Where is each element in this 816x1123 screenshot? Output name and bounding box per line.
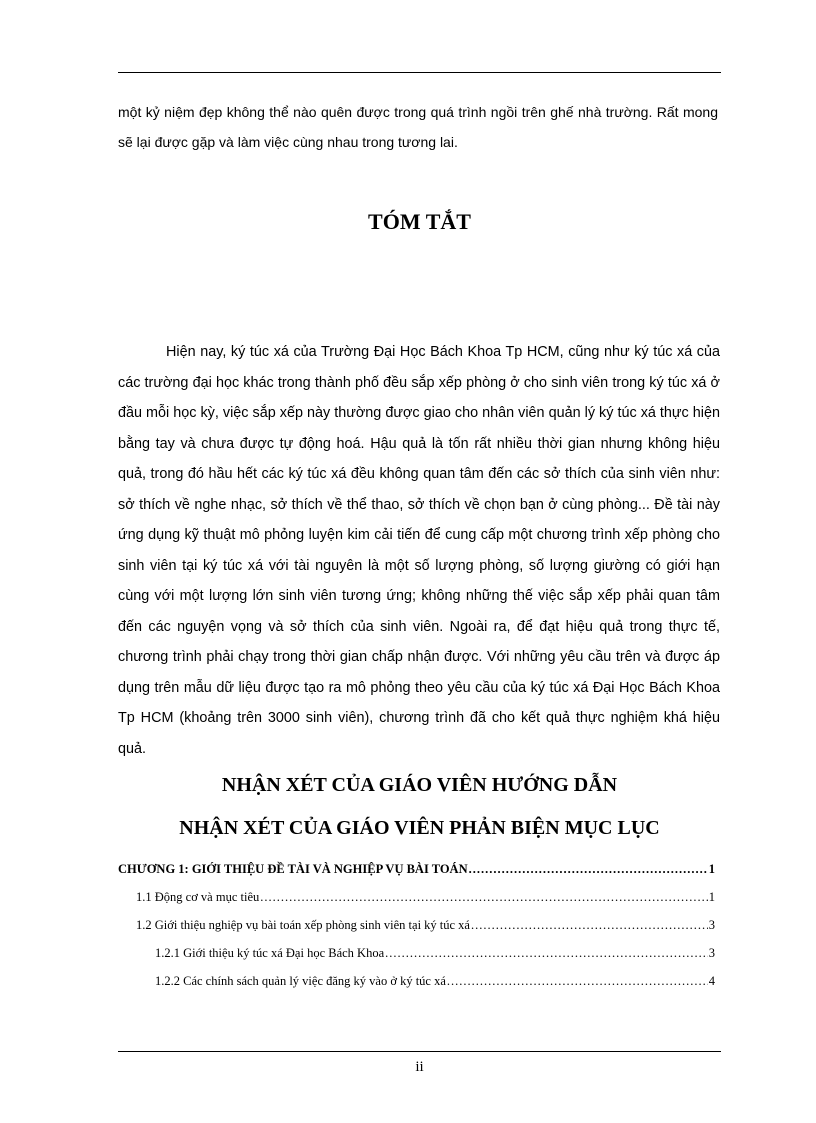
summary-paragraph: Hiện nay, ký túc xá của Trường Đại Học Bách Khoa Tp HCM, cũng như ký túc xá của các trường đại học khác trong thành phố đều sắp xếp phòng ở cho sinh viên trong ký túc xá ở đầu mỗi học kỳ, việc sắp xếp này thường được giao cho nhân viên quản lý ký túc xá thực hiện bằng tay và chưa được tự động hoá. Hậu quả là tốn rất nhiều thời gian nhưng không hiệu quả, trong đó hầu hết các ký túc xá đều không quan tâm đến các sở thích của sinh viên như: sở thích về nghe nhạc, sở thích về thể thao, sở thích về chọn bạn ở cùng phòng... Đề tài này ứng dụng kỹ thuật mô phỏng luyện kim cải tiến để cung cấp một chương trình xếp phòng cho sinh viên tại ký túc xá với tài nguyên là một số lượng phòng, số lượng giường có giới hạn cùng với một lượng lớn sinh viên tương ứng; không những thế việc sắp xếp phải quan tâm đến các nguyện vọng và sở thích của sinh viên. Ngoài ra, để đạt hiệu quả trong thực tế, chương trình phải chạy trong thời gian chấp nhận được. Với những yêu cầu trên và được áp dụng trên mẫu dữ liệu được tạo ra mô phỏng theo yêu cầu của ký túc xá Đại Học Bách Khoa Tp HCM (khoảng trên 3000 sinh viên), chương trình đã cho kết quả thực nghiệm khá hiệu quả. (118, 344, 720, 757)
footer-rule (118, 1051, 721, 1052)
table-of-contents (118, 857, 715, 997)
toc-entry-chapter-1[interactable] (118, 857, 715, 885)
toc-entry-1-1[interactable] (118, 885, 715, 913)
toc-entry-title: 1.2 Giới thiệu nghiệp vụ bài toán xếp phòng sinh viên tại ký túc xá (136, 918, 470, 932)
summary-heading: TÓM TẮT (368, 209, 471, 234)
page-number: ii (415, 1059, 424, 1075)
toc-dot-leader (260, 885, 708, 909)
header-rule (118, 72, 721, 73)
toc-entry-1-2-2[interactable] (118, 969, 715, 997)
toc-entry-page: 1 (708, 890, 715, 904)
toc-entry-title: 1.1 Động cơ và mục tiêu (136, 890, 260, 904)
toc-dot-leader (469, 857, 708, 881)
toc-entry-page: 3 (708, 918, 715, 932)
toc-entry-title: 1.2.1 Giới thiệu ký túc xá Đại học Bách Khoa (155, 946, 385, 960)
toc-entry-1-2-1[interactable] (118, 941, 715, 969)
toc-entry-page: 4 (708, 974, 715, 988)
toc-dot-leader (471, 913, 708, 937)
toc-entry-page: 1 (708, 862, 715, 876)
reviewer-comments-heading: NHẬN XÉT CỦA GIÁO VIÊN PHẢN BIỆN MỤC LỤC (179, 817, 660, 839)
toc-entry-page: 3 (708, 946, 715, 960)
toc-entry-title: CHƯƠNG 1: GIỚI THIỆU ĐỀ TÀI VÀ NGHIỆP VỤ BÀI TOÁN (118, 862, 468, 876)
intro-paragraph: một kỷ niệm đẹp không thể nào quên được trong quá trình ngồi trên ghế nhà trường. Rất mong sẽ lại được gặp và làm việc cùng nhau trong tương lai. (118, 104, 718, 150)
toc-entry-1-2[interactable] (118, 913, 715, 941)
toc-dot-leader (447, 969, 708, 993)
toc-entry-title: 1.2.2 Các chính sách quản lý việc đăng ký vào ở ký túc xá (155, 974, 446, 988)
toc-dot-leader (385, 941, 708, 965)
advisor-comments-heading: NHẬN XÉT CỦA GIÁO VIÊN HƯỚNG DẪN (221, 774, 618, 796)
